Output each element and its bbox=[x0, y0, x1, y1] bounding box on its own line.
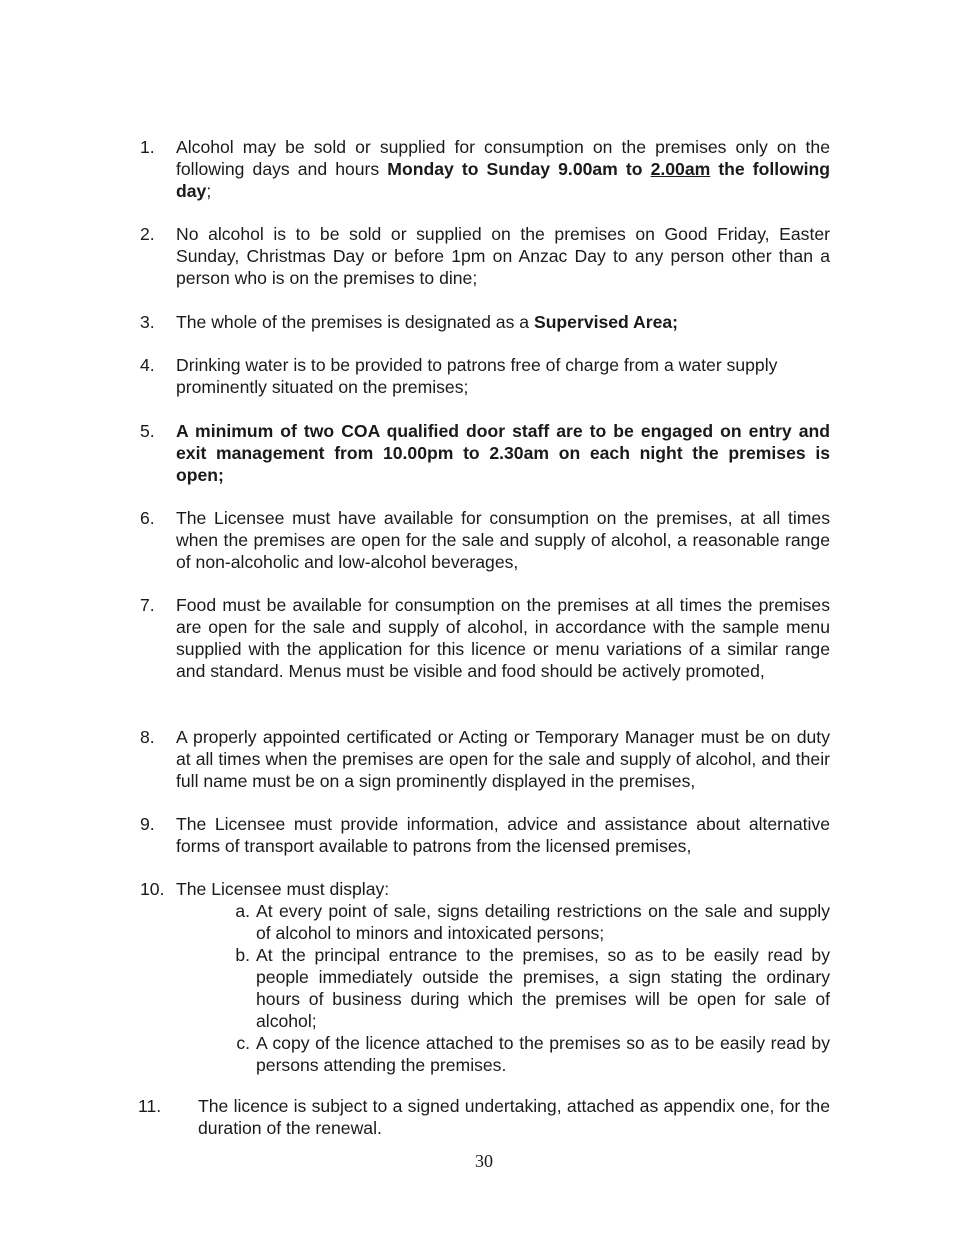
sub-item-letter: b. bbox=[235, 945, 250, 965]
item-number: 3. bbox=[140, 312, 155, 332]
bold-text: Monday to Sunday 9.00am to bbox=[387, 159, 651, 179]
item-text: The Licensee must provide information, advice and assistance about alternative forms of transport available to patrons from the licensed premises, bbox=[176, 814, 830, 856]
condition-item-8 bbox=[140, 726, 830, 792]
item-number: 5. bbox=[140, 421, 155, 441]
sub-item-text: At the principal entrance to the premises, so as to be easily read by people immediately outside the premises, a sign stating the ordinary hours of business during which the premises will be open for sale of alcohol; bbox=[256, 945, 830, 1031]
condition-item-9 bbox=[140, 813, 830, 857]
item-text: The whole of the premises is designated as a Supervised Area; bbox=[176, 312, 679, 332]
sub-item-a bbox=[235, 900, 830, 944]
condition-item-3 bbox=[140, 311, 830, 333]
item-number: 11. bbox=[138, 1096, 162, 1116]
sub-item-b bbox=[235, 944, 830, 1032]
item-number: 4. bbox=[140, 355, 155, 375]
condition-item-2 bbox=[140, 223, 830, 289]
item-text: No alcohol is to be sold or supplied on the premises on Good Friday, Easter Sunday, Christmas Day or before 1pm on Anzac Day to any person other than a person who is on the premises to dine; bbox=[176, 224, 830, 288]
bold-text: Supervised Area; bbox=[533, 312, 679, 332]
condition-item-10 bbox=[140, 878, 830, 1076]
underlined-text: 2.00am bbox=[650, 159, 711, 179]
item-text: A properly appointed certificated or Acting or Temporary Manager must be on duty at all times when the premises are open for the sale and supply of alcohol, and their full name must be on a sign prominently displayed in the premises, bbox=[176, 727, 830, 791]
item-number: 6. bbox=[140, 508, 155, 528]
sub-item-text: At every point of sale, signs detailing restrictions on the sale and supply of alcohol to minors and intoxicated persons; bbox=[256, 901, 830, 943]
item-number: 10. bbox=[140, 879, 165, 899]
sub-item-text: A copy of the licence attached to the premises so as to be easily read by persons attending the premises. bbox=[256, 1033, 830, 1075]
page-number: 30 bbox=[475, 1151, 493, 1171]
item-text: The Licensee must have available for consumption on the premises, at all times when the premises are open for the sale and supply of alcohol, a reasonable range of non-alcoholic and low-alcohol beverages, bbox=[176, 508, 830, 572]
condition-item-5 bbox=[140, 420, 830, 486]
item-text: A minimum of two COA qualified door staff are to be engaged on entry and exit management from 10.00pm to 2.30am on each night the premises is open; bbox=[176, 421, 830, 485]
condition-item-7 bbox=[140, 594, 830, 682]
item-text: Drinking water is to be provided to patrons free of charge from a water supply prominently situated on the premises; bbox=[176, 355, 778, 397]
bold-text: the following day bbox=[176, 159, 830, 201]
condition-item-4 bbox=[140, 354, 830, 398]
condition-item-11 bbox=[138, 1095, 830, 1139]
sub-item-letter: a. bbox=[235, 901, 250, 921]
item-number: 1. bbox=[140, 137, 155, 157]
item-text: The Licensee must display: bbox=[176, 879, 390, 899]
condition-item-1 bbox=[140, 136, 830, 202]
condition-item-6 bbox=[140, 507, 830, 573]
sub-item-letter: c. bbox=[236, 1033, 250, 1053]
item-text: The licence is subject to a signed undertaking, attached as appendix one, for the duration of the renewal. bbox=[198, 1096, 830, 1138]
item-text: Food must be available for consumption on the premises at all times the premises are open for the sale and supply of alcohol, in accordance with the sample menu supplied with the application for this licence or menu variations of a similar range and standard. Menus must be visible and food should be actively promoted, bbox=[176, 595, 830, 681]
item-number: 9. bbox=[140, 814, 155, 834]
sub-item-c bbox=[236, 1032, 830, 1076]
item-number: 7. bbox=[140, 595, 155, 615]
item-number: 2. bbox=[140, 224, 155, 244]
item-number: 8. bbox=[140, 727, 155, 747]
item-text: Alcohol may be sold or supplied for consumption on the premises only on the following days and hours Monday to Sunday 9.00am to 2.00am the following day; bbox=[176, 137, 830, 201]
